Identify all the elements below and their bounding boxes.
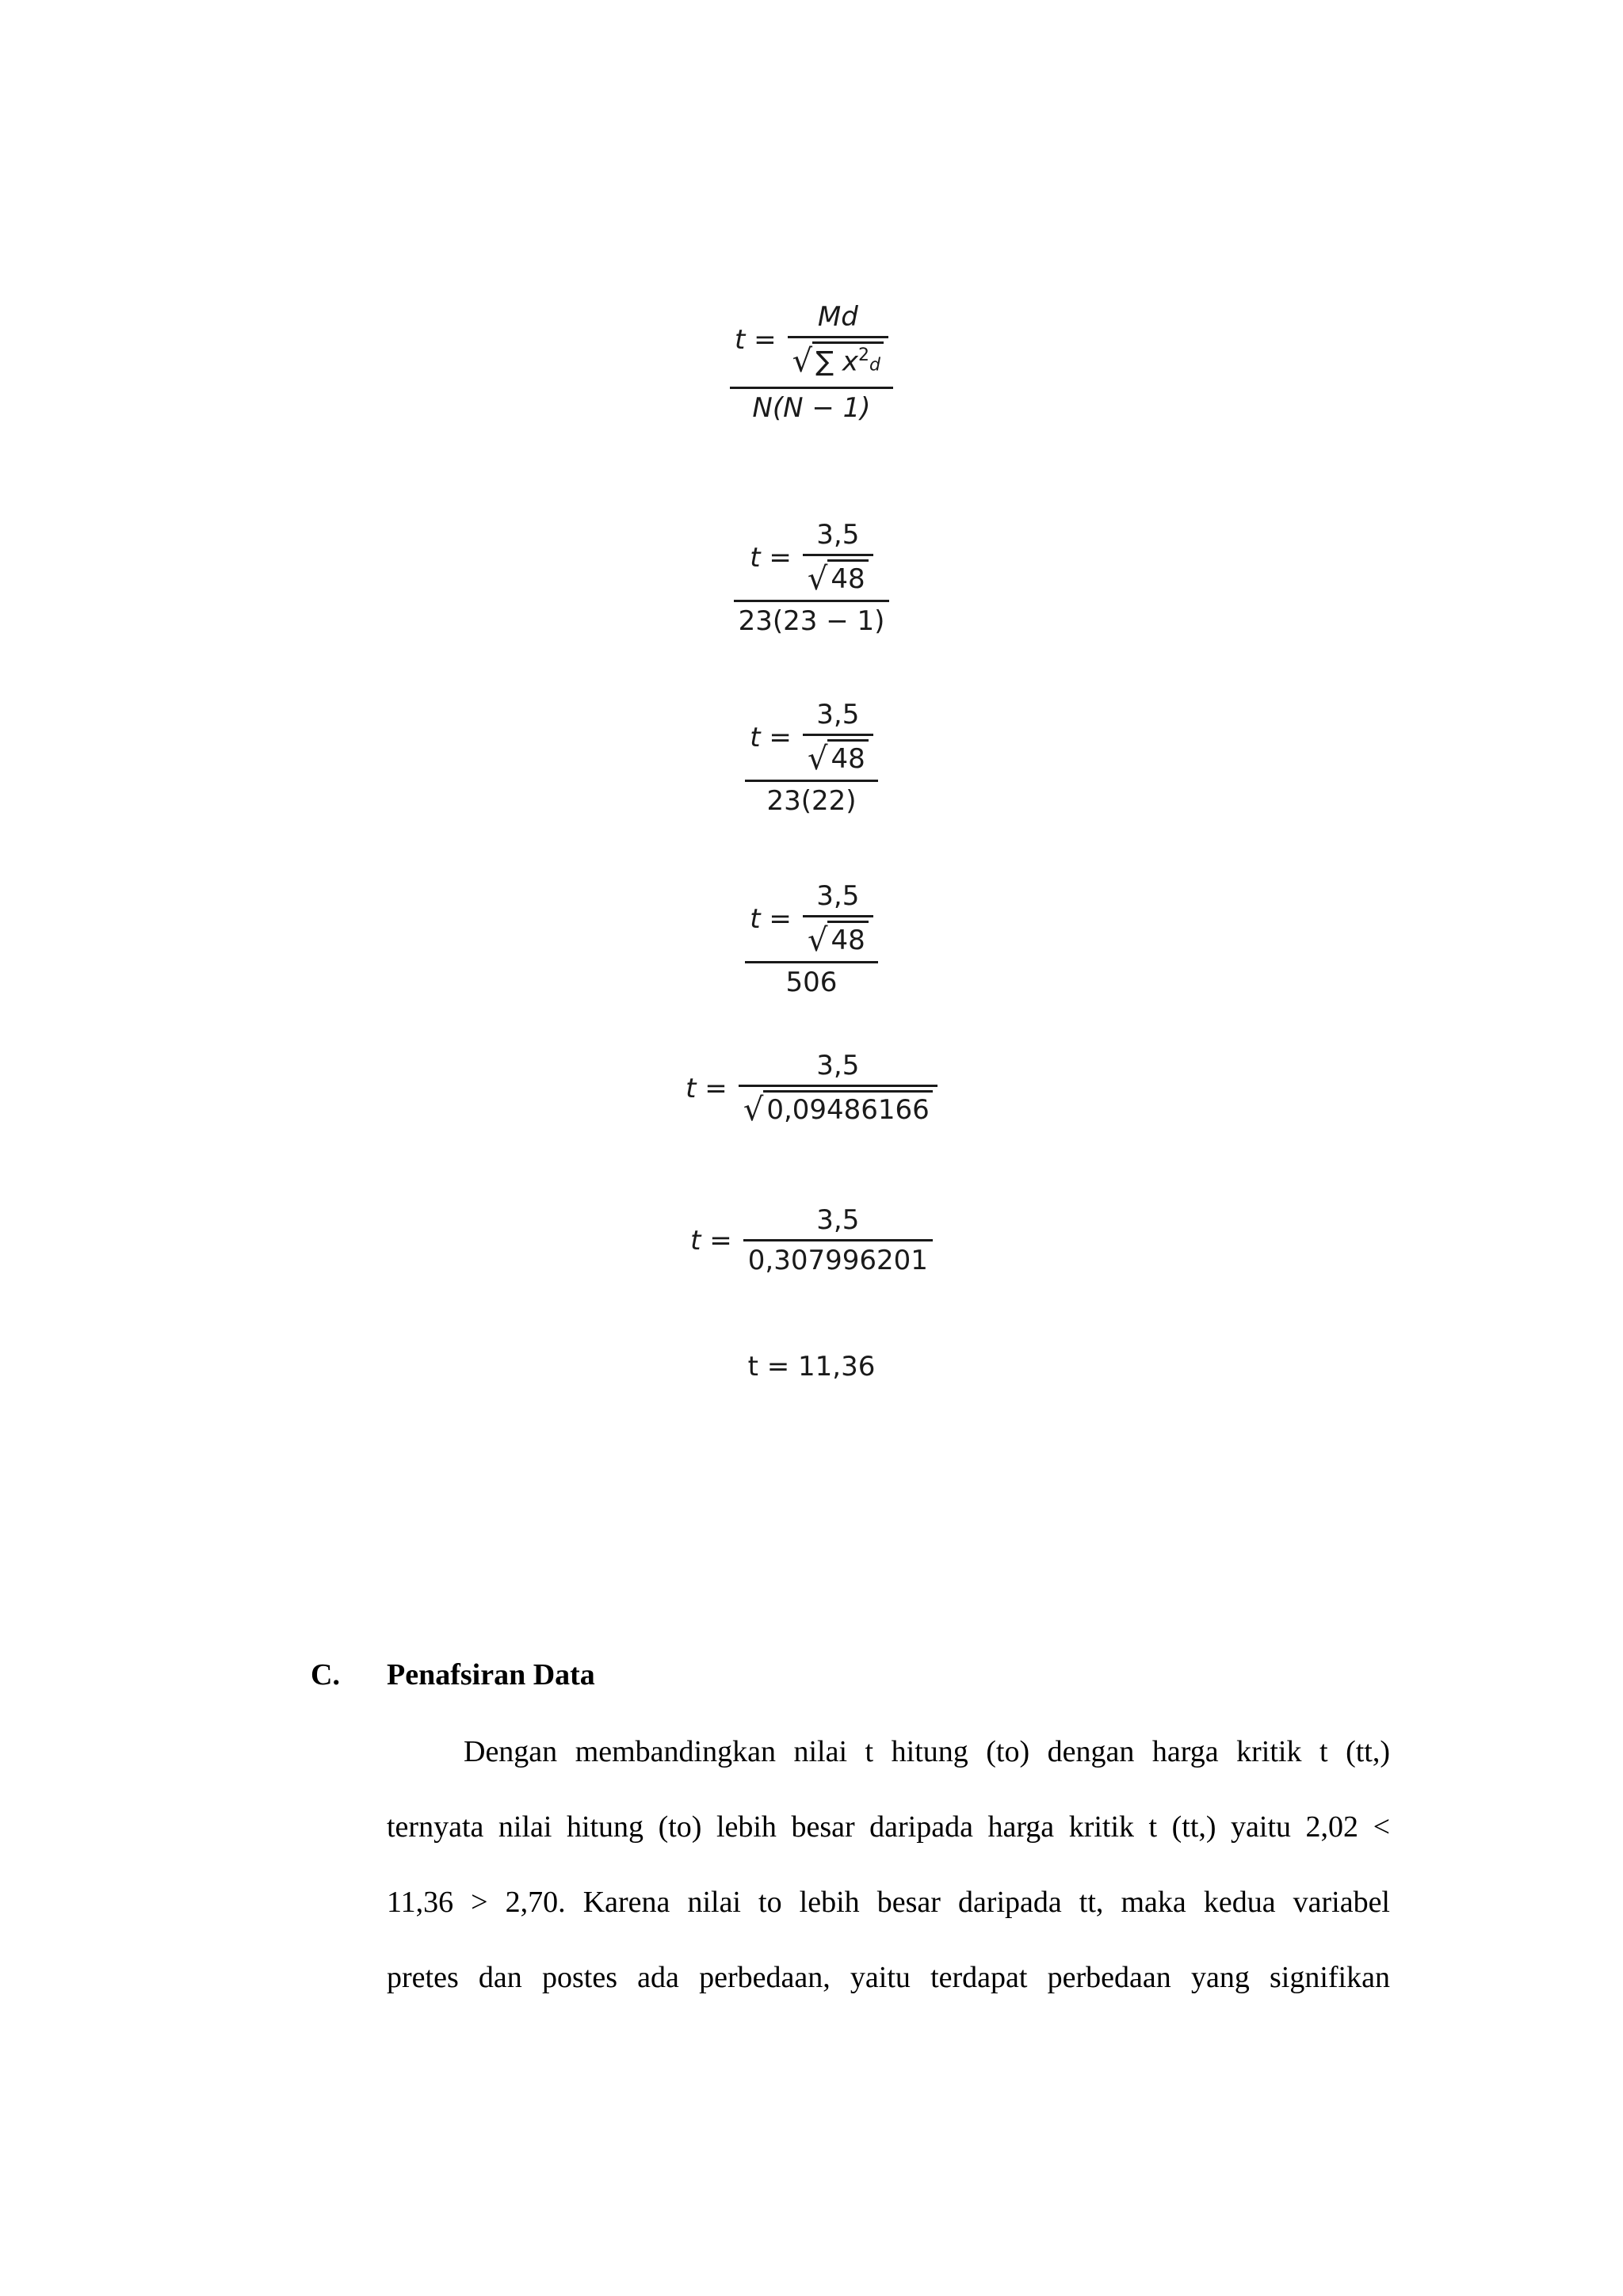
paragraph-line: ternyata nilai hitung (to) lebih besar daripada harga kritik t (tt,) yaitu 2,02 < <box>387 1810 1390 1844</box>
radicand: 48 <box>827 739 868 775</box>
fraction <box>739 1050 938 1127</box>
equation-step-3 <box>0 699 1623 817</box>
equation-result <box>0 1351 1623 1383</box>
variable: x <box>842 345 859 378</box>
square-root: √ 48 <box>808 921 869 956</box>
paragraph-line: Dengan membandingkan nilai t hitung (to) dengan harga kritik t (tt,) <box>464 1735 1390 1768</box>
radicand: 48 <box>827 921 868 956</box>
paragraph <box>387 1714 1390 2016</box>
equation-step-6 <box>0 1204 1623 1276</box>
equation-lhs: t = <box>750 542 792 574</box>
inner-fraction <box>803 519 873 597</box>
numerator: 3,5 <box>816 880 860 912</box>
equation-formula <box>0 301 1623 424</box>
equation-lhs: t = <box>690 1224 732 1257</box>
subscript: d <box>869 355 880 376</box>
denominator: 23(23 − 1) <box>738 605 885 637</box>
square-root: √ 48 <box>808 559 869 595</box>
outer-fraction <box>745 880 877 998</box>
superscript: 2 <box>858 345 870 365</box>
denominator: 23(22) <box>766 785 857 817</box>
equation-step-4 <box>0 880 1623 998</box>
section-letter: C. <box>311 1658 340 1691</box>
numerator: 3,5 <box>816 699 860 730</box>
numerator: Md <box>817 301 858 333</box>
outer-fraction <box>734 519 890 637</box>
section-heading <box>311 1657 595 1692</box>
numerator: 3,5 <box>816 519 860 551</box>
square-root: √ 48 <box>808 739 869 775</box>
equation-lhs: t = <box>735 324 777 357</box>
inner-fraction <box>788 301 888 379</box>
denominator: 506 <box>785 967 838 998</box>
equation-lhs: t = <box>750 722 792 753</box>
radicand: 48 <box>827 559 868 595</box>
numerator: 3,5 <box>816 1204 860 1236</box>
equation-lhs: t = <box>750 903 792 935</box>
paragraph-line: 11,36 > 2,70. Karena nilai to lebih besar daripada tt, maka kedua variabel <box>387 1886 1390 1919</box>
inner-fraction <box>803 880 873 958</box>
denominator: N(N − 1) <box>752 392 871 425</box>
equation-step-2 <box>0 519 1623 637</box>
paragraph-line: pretes dan postes ada perbedaan, yaitu terdapat perbedaan yang signifikan <box>387 1961 1390 1994</box>
radicand: 0,09486166 <box>763 1090 933 1126</box>
square-root: √ 0,09486166 <box>743 1090 933 1126</box>
result-text: t = 11,36 <box>747 1351 876 1383</box>
inner-fraction <box>803 699 873 776</box>
outer-fraction <box>730 301 893 424</box>
fraction <box>743 1204 933 1276</box>
equation-step-5 <box>0 1050 1623 1127</box>
sum-symbol: ∑ <box>815 345 834 378</box>
section-title: Penafsiran Data <box>387 1658 595 1691</box>
outer-fraction <box>745 699 877 817</box>
denominator: 0,307996201 <box>747 1245 928 1276</box>
equation-lhs: t = <box>685 1073 727 1104</box>
square-root: √ ∑ $x^2d$ <box>792 341 884 377</box>
numerator: 3,5 <box>816 1050 860 1081</box>
